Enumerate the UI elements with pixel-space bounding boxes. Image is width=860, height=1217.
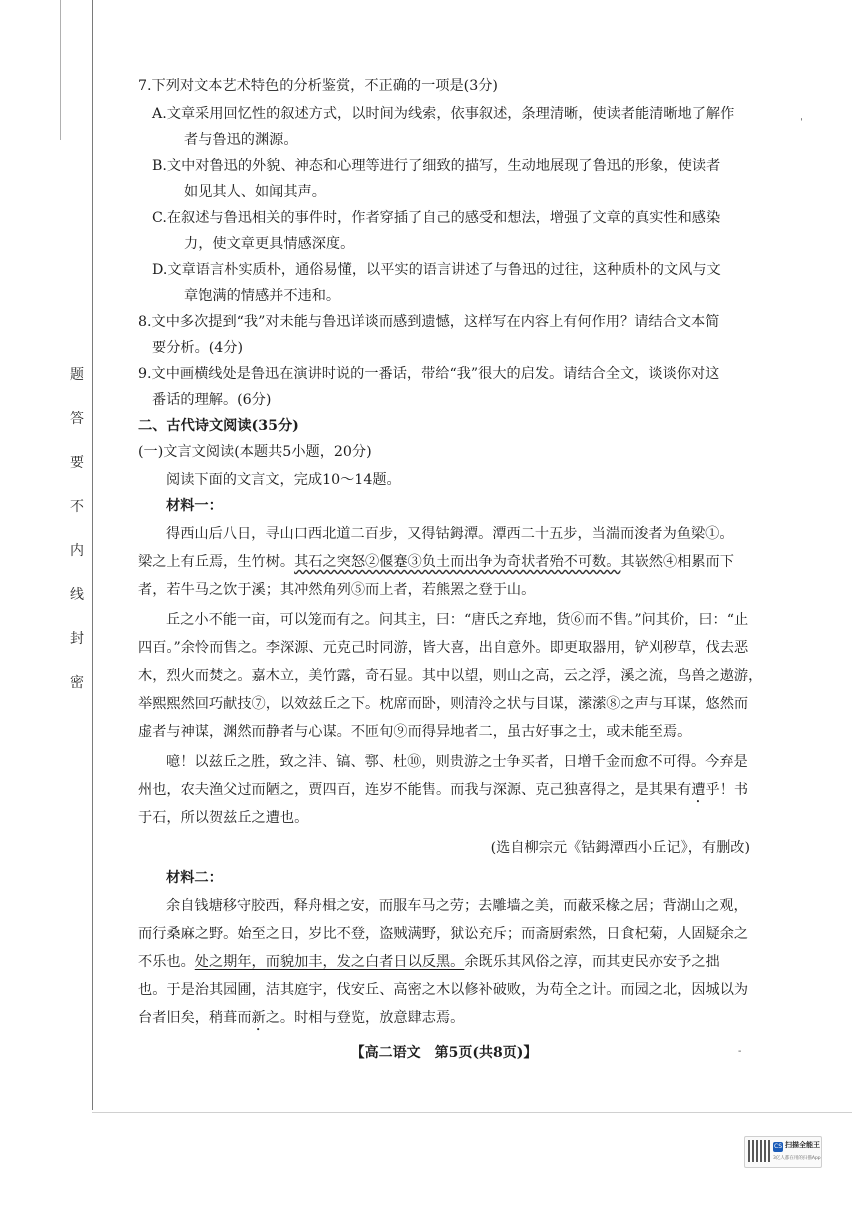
emphasized-char: 新 [251,1010,266,1026]
scan-mark: - [738,1046,742,1057]
text-run: 之。时相与登览，放意肆志焉。 [265,1010,465,1026]
seal-char: 答 [70,411,84,427]
seal-char: 密 [70,675,84,691]
reading-instruction: 阅读下面的文言文，完成10～14题。 [166,472,401,488]
q7-option-d-cont: 章饱满的情感并不违和。 [184,288,341,304]
text-run: 台者旧矣，稍葺而 [138,1010,252,1026]
seal-char: 不 [70,499,84,515]
seal-char: 内 [70,543,84,559]
text-run: 乎！书 [705,782,749,798]
material1-text: 四百。”余怜而售之。李深源、元克己时同游，皆大喜，出自意外。即更取器用，铲刈秽草，伐去恶 [138,640,749,656]
material1-text: 举熙熙然回巧献技⑦，以效兹丘之下。枕席而卧，则清泠之状与目谋，潆潆⑧之声与耳谋，悠然而 [138,696,749,712]
material1-text: 者，若牛马之饮于溪；其冲然角列⑤而上者，若熊罴之登于山。 [138,582,536,598]
scanner-tagline: 3亿人都在用的扫描App [773,1156,821,1161]
material1-text [138,552,734,572]
q7-option-a: A.文章采用回忆性的叙述方式，以时间为线索，依事叙述，条理清晰，使读者能清晰地了解作 [152,106,735,122]
q7-option-b: B.文中对鲁迅的外貌、神态和心理等进行了细致的描写，生动地展现了鲁迅的形象，使读者 [152,158,721,174]
emphasized-char: 遭 [691,782,706,798]
material1-text: 于石，所以贺兹丘之遭也。 [138,810,309,826]
binding-line [92,0,93,1110]
material2-text: 而行桑麻之野。始至之日，岁比不登，盗贼满野，狱讼充斥；而斋厨索然，日食杞菊，人固疑余之 [138,926,749,942]
q9-stem: 9.文中画横线处是鲁迅在演讲时说的一番话，带给“我”很大的启发。请结合全文，谈谈你对这 [138,366,720,382]
material1-text: 木，烈火而焚之。嘉木立，美竹露，奇石显。其中以望，则山之高，云之浮，溪之流，鸟兽之遨游， [138,668,763,684]
seal-char: 线 [70,587,84,603]
material1-text: 得西山后八日，寻山口西北道二百步，又得钴鉧潭。潭西二十五步，当湍而浚者为鱼梁①。 [166,526,734,542]
material2-text: 也。于是治其园圃，洁其庭宇，伐安丘、高密之木以修补破败，为苟全之计。而园之北，因城以为 [138,982,749,998]
scanner-watermark [744,1136,822,1168]
material2-text [138,952,720,972]
margin-line-outer [60,0,61,140]
material1-source: (选自柳宗元《钴鉧潭西小丘记》，有删改) [490,840,750,856]
bottom-divider [92,1112,852,1113]
q7-option-a-cont: 者与鲁迅的渊源。 [184,132,298,148]
seal-char: 要 [70,455,84,471]
q8-stem-cont: 要分析。(4分) [152,340,244,356]
underlined-sentence: 处之期年，而貌加丰，发之白者日以反黑。 [194,954,465,970]
q7-option-b-cont: 如见其人、如闻其声。 [184,184,326,200]
camscanner-logo-icon: CS [774,1143,782,1150]
seal-warning-column [66,362,88,714]
material1-text: 虚者与神谋，渊然而静者与心谋。不匝旬⑨而得异地者二，虽古好事之士，或未能至焉。 [138,724,692,740]
q7-option-c: C.在叙述与鲁迅相关的事件时，作者穿插了自己的感受和想法，增强了文章的真实性和感染 [152,210,721,226]
qr-code-icon [748,1140,770,1162]
wavy-underlined-sentence: 其石之突怒②偃蹇③负土而出争为奇状者殆不可数。 [294,554,621,570]
material1-label: 材料一： [166,498,223,514]
q9-stem-cont: 番话的理解。(6分) [152,392,272,408]
section-title: 二、古代诗文阅读(35分) [138,418,299,434]
q7-stem: 7.下列对文本艺术特色的分析鉴赏，不正确的一项是(3分) [138,78,498,94]
scanner-app-name: 扫描全能王 [785,1141,820,1149]
scan-mark: ˈ [800,118,803,129]
subsection-title: (一)文言文阅读(本题共5小题，20分) [138,444,372,460]
text-run: 梁之上有丘焉，生竹树。 [138,554,295,570]
material1-text: 丘之小不能一亩，可以笼而有之。问其主，曰：“唐氏之弃地，货⑥而不售。”问其价，曰：“止 [166,612,749,628]
material1-text: 噫！以兹丘之胜，致之沣、镐、鄠、杜⑩，则贵游之士争买者，日增千金而愈不可得。今弃是 [166,754,748,770]
material2-label: 材料二： [166,870,223,886]
text-run: 其嵚然④相累而下 [620,554,734,570]
material1-text [138,780,748,806]
text-run: 不乐也。 [138,954,195,970]
material2-text [138,1008,464,1034]
text-run: 州也，农夫渔父过而陋之，贾四百，连岁不能售。而我与深源、克己独喜得之，是其果有 [138,782,692,798]
seal-char: 题 [70,367,84,383]
text-run: 余既乐其风俗之淳，而其吏民亦安予之拙 [464,954,720,970]
q7-option-d: D.文章语言朴实质朴，通俗易懂，以平实的语言讲述了与鲁迅的过往，这种质朴的文风与文 [152,262,721,278]
page-footer: 【高二语文 第5页(共8页)】 [350,1045,538,1061]
material2-text: 余自钱塘移守胶西，释舟楫之安，而服车马之劳；去雕墙之美，而蔽采椽之居；背湖山之观， [166,898,748,914]
q8-stem: 8.文中多次提到“我”对未能与鲁迅详谈而感到遗憾，这样写在内容上有何作用？请结合文本简 [138,314,720,330]
q7-option-c-cont: 力，使文章更具情感深度。 [184,236,355,252]
seal-char: 封 [70,631,84,647]
